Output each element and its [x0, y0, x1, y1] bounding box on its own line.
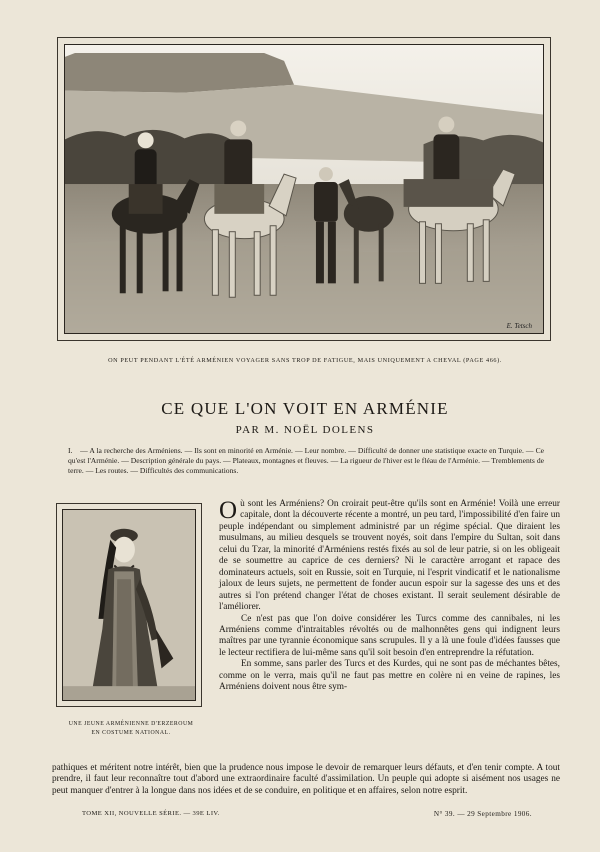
footer-issue-date: N° 39. — 29 Septembre 1906.	[433, 810, 532, 818]
article-body-column	[219, 499, 560, 694]
footer-volume: TOME XII, NOUVELLE SÉRIE. — 39E LIV.	[82, 810, 220, 817]
chapter-number: I.	[68, 446, 73, 455]
armenian-woman-portrait	[63, 510, 195, 700]
article-title: CE QUE L'ON VOIT EN ARMÉNIE	[161, 399, 449, 418]
chapter-summary-text: — A la recherche des Arméniens. — Ils sont en minorité en Arménie. — Leur nombre. — Difficulté de donner une statistique exacte en Turquie. — Ce qu'est l'Arménie. — Description générale du pays. — Plateaux, montagnes et fleuves. — La rigueur de l'hiver est le fléau de l'Arménie. — Tremblements de terre. — Les routes. — Difficultés des communications.	[68, 446, 544, 475]
paragraph-3: En somme, sans parler des Turcs et des Kurdes, qui ne sont pas de méchantes bêtes, comme on le verra, mais qu'il ne faut pas mettre en colère ni en veine de rapines, les Arméniens doivent nous être sym-	[219, 659, 560, 693]
travelers-on-horseback-illustration	[65, 45, 543, 333]
portrait-caption-line1: UNE JEUNE ARMÉNIENNE D'ERZEROUM	[68, 721, 194, 727]
chapter-summary	[68, 446, 544, 476]
portrait-caption	[52, 720, 210, 738]
paragraph-3-continued: pathiques et méritent notre intérêt, bien que la prudence nous impose le devoir de remarquer leurs défauts, et d'en tenir compte. A tout prendre, il faut leur reconnaître tout d'abord une extraordinaire faculté d'assimilation. Un peuple qui adopte si aisément nos usages ne peut manquer d'entrer à la longue dans nos idées et de se conduire, en politique et en affaires, selon notre esprit.	[52, 763, 560, 796]
portrait-caption-line2: EN COSTUME NATIONAL.	[91, 730, 171, 736]
artist-signature: E. Tetsch	[506, 322, 532, 330]
travelers-photo	[57, 37, 551, 341]
portrait-photo	[56, 503, 202, 707]
article-byline: PAR M. NOËL DOLENS	[235, 424, 375, 436]
paragraph-1	[219, 499, 560, 614]
drop-cap: O	[219, 497, 238, 524]
photo-caption: ON PEUT PENDANT L'ÉTÉ ARMÉNIEN VOYAGER SANS TROP DE FATIGUE, MAIS UNIQUEMENT A CHEVAL (PAGE 466).	[108, 357, 502, 364]
paragraph-2: Ce n'est pas que l'on doive considérer les Turcs comme des cannibales, ni les Arméniens comme d'intraitables révoltés ou de malhonnêtes gens qui indignent leurs maîtres par une tyrannie économique sans scrupules. Il y a là une foule d'idées fausses que le lecteur rectifiera de lui-même sans qu'il soit besoin d'en entreprendre la réfutation.	[219, 613, 560, 658]
paragraph-1-text: ù sont les Arméniens? On croirait peut-être qu'ils sont en Arménie! Voilà une erreur capitale, dont la découverte récente a montré, un peu tard, l'impossibilité d'en faire un peuple indépendant ou simplement administré par un régime spécial. Que diraient les musulmans, au milieu desquels se trouvent noyés, soit dans l'empire du Sultan, soit dans celui du Tzar, la minorité d'Arméniens restés fixés au sol de leur patrie, si on les obligeait de se soumettre au caprice de ces derniers? Ni le caractère arrogant et rapace des dominateurs actuels, soit en Russie, soit en Turquie, ni l'esprit vindicatif et le nationalisme jaloux de leurs sujets, ne permettent de fonder aucun espoir sur la sagesse des uns et des autres si l'on prétend changer l'état de choses existant. Il serait seulement désirable de l'améliorer.	[219, 499, 560, 613]
